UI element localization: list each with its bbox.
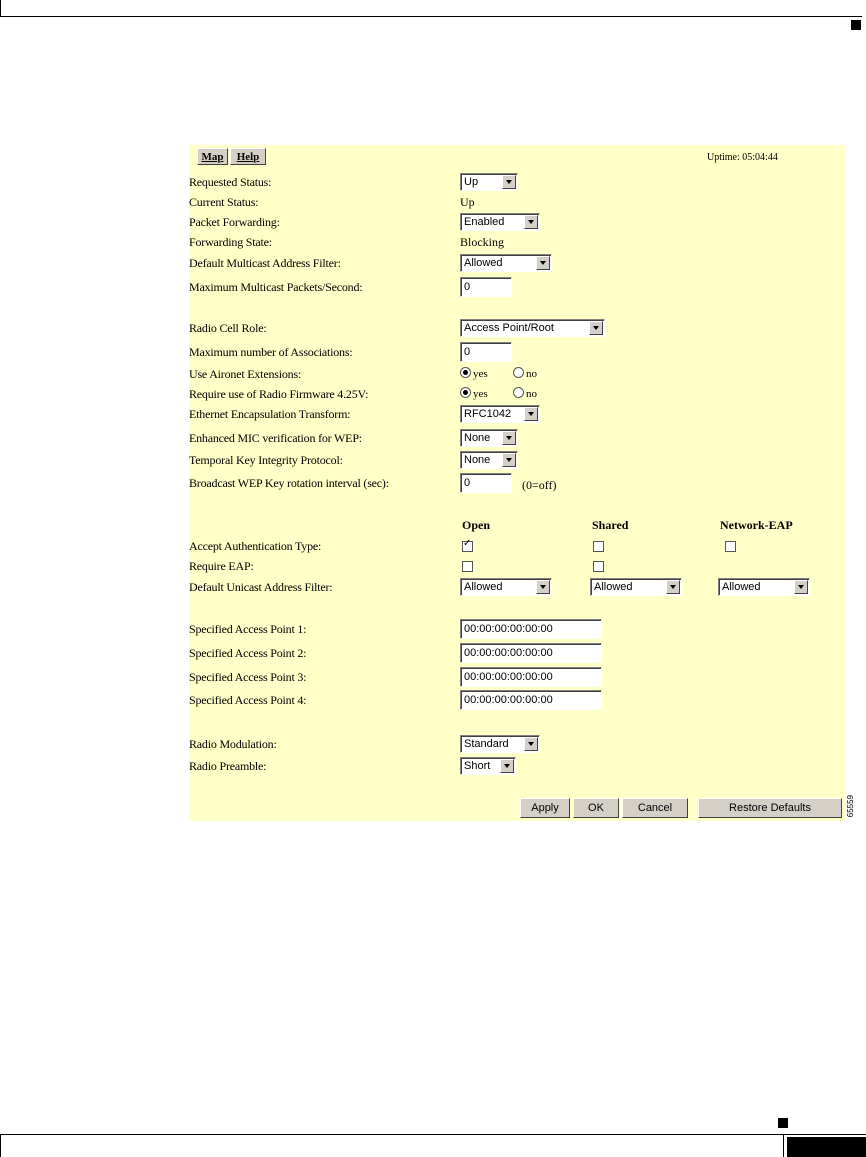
- unicast-filter-row: [189, 577, 845, 597]
- tkip-value: None: [464, 454, 491, 466]
- require-eap-shared-checkbox[interactable]: [593, 561, 604, 572]
- multicast-filter-label: Default Multicast Address Filter:: [189, 256, 341, 270]
- requested-status-value: Up: [464, 176, 479, 188]
- access-point-1-input[interactable]: 00:00:00:00:00:00: [460, 619, 602, 639]
- wep-rotation-input[interactable]: 0: [460, 473, 512, 493]
- radio-modulation-select[interactable]: [460, 735, 540, 753]
- ethernet-encap-label: Ethernet Encapsulation Transform:: [189, 407, 351, 421]
- radio-firmware-label: Require use of Radio Firmware 4.25V:: [189, 387, 369, 401]
- access-point-row: [189, 619, 845, 639]
- page-corner-mark: [851, 20, 861, 30]
- max-multicast-input[interactable]: 0: [460, 277, 512, 297]
- firmware-no-radio[interactable]: [513, 384, 537, 404]
- access-point-row: [189, 667, 845, 687]
- firmware-no-label: no: [526, 388, 537, 400]
- radio-cell-role-label: Radio Cell Role:: [189, 321, 267, 335]
- packet-forwarding-value: Enabled: [464, 216, 505, 228]
- radio-preamble-select[interactable]: [460, 757, 516, 775]
- aironet-extensions-row: [189, 364, 845, 384]
- access-point-2-input[interactable]: 00:00:00:00:00:00: [460, 643, 602, 663]
- page-border-tick: [0, 0, 1, 17]
- radio-selected-icon: [460, 367, 471, 378]
- radio-cell-role-value: Access Point/Root: [464, 322, 554, 334]
- radio-selected-icon: [460, 387, 471, 398]
- cancel-button[interactable]: Cancel: [622, 798, 688, 818]
- multicast-filter-select[interactable]: [460, 254, 552, 272]
- access-point-label: Specified Access Point 1:: [189, 622, 307, 636]
- radio-modulation-row: [189, 734, 845, 754]
- chevron-down-icon: [502, 453, 516, 467]
- aironet-no-label: no: [526, 368, 537, 380]
- radio-cell-role-row: [189, 318, 845, 338]
- enhanced-mic-label: Enhanced MIC verification for WEP:: [189, 431, 362, 445]
- wep-rotation-note: (0=off): [522, 478, 557, 492]
- column-shared: Shared: [592, 518, 629, 532]
- action-buttons: [189, 798, 845, 818]
- wep-rotation-label: Broadcast WEP Key rotation interval (sec):: [189, 476, 389, 490]
- aironet-yes-label: yes: [473, 368, 488, 380]
- accept-shared-checkbox[interactable]: [593, 541, 604, 552]
- ethernet-encap-value: RFC1042: [464, 408, 512, 420]
- current-status-value: Up: [460, 195, 475, 209]
- radio-modulation-value: Standard: [464, 738, 509, 750]
- forwarding-state-label: Forwarding State:: [189, 235, 272, 249]
- radio-unselected-icon: [513, 367, 524, 378]
- enhanced-mic-row: [189, 428, 845, 448]
- requested-status-label: Requested Status:: [189, 175, 272, 189]
- firmware-yes-label: yes: [473, 388, 488, 400]
- chevron-down-icon: [524, 737, 538, 751]
- radio-preamble-value: Short: [464, 760, 491, 772]
- access-point-label: Specified Access Point 2:: [189, 646, 307, 660]
- restore-defaults-button[interactable]: Restore Defaults: [698, 798, 842, 818]
- unicast-network-eap-select[interactable]: [718, 578, 810, 596]
- ap-settings-panel: [189, 145, 845, 821]
- map-button[interactable]: Map: [197, 148, 228, 165]
- chevron-down-icon: [524, 407, 538, 421]
- max-multicast-row: [189, 277, 845, 297]
- current-status-row: [189, 192, 845, 212]
- aironet-no-radio[interactable]: [513, 364, 537, 384]
- accept-auth-row: [189, 536, 845, 556]
- enhanced-mic-select[interactable]: [460, 429, 518, 447]
- page-footer-rule: [0, 1134, 866, 1135]
- chevron-down-icon: [589, 321, 603, 335]
- chevron-down-icon: [536, 256, 550, 270]
- accept-auth-label: Accept Authentication Type:: [189, 539, 322, 553]
- radio-preamble-row: [189, 756, 845, 776]
- unicast-open-value: Allowed: [464, 581, 503, 593]
- chevron-down-icon: [502, 431, 516, 445]
- multicast-filter-value: Allowed: [464, 257, 503, 269]
- radio-modulation-label: Radio Modulation:: [189, 737, 277, 751]
- figure-number: 65559: [846, 795, 855, 818]
- accept-network-eap-checkbox[interactable]: [725, 541, 736, 552]
- chevron-down-icon: [536, 580, 550, 594]
- max-associations-input[interactable]: 0: [460, 342, 512, 362]
- access-point-3-input[interactable]: 00:00:00:00:00:00: [460, 667, 602, 687]
- accept-open-checkbox[interactable]: [462, 541, 473, 552]
- aironet-yes-radio[interactable]: [460, 364, 488, 384]
- chevron-down-icon: [666, 580, 680, 594]
- multicast-filter-row: [189, 253, 845, 273]
- chevron-down-icon: [794, 580, 808, 594]
- tkip-row: [189, 450, 845, 470]
- column-open: Open: [462, 518, 491, 532]
- wep-rotation-row: [189, 473, 845, 493]
- max-multicast-label: Maximum Multicast Packets/Second:: [189, 280, 363, 294]
- chevron-down-icon: [502, 175, 516, 189]
- forwarding-state-row: [189, 232, 845, 252]
- aironet-extensions-label: Use Aironet Extensions:: [189, 367, 302, 381]
- unicast-network-eap-value: Allowed: [722, 581, 761, 593]
- unicast-filter-label: Default Unicast Address Filter:: [189, 580, 333, 594]
- requested-status-row: [189, 172, 845, 192]
- unicast-shared-value: Allowed: [594, 581, 633, 593]
- require-eap-label: Require EAP:: [189, 559, 254, 573]
- auth-column-headers: [189, 515, 845, 535]
- radio-firmware-row: [189, 384, 845, 404]
- unicast-open-select[interactable]: [460, 578, 552, 596]
- page-number-tab: [787, 1137, 866, 1157]
- page-header-rule: [0, 16, 862, 17]
- max-associations-row: [189, 342, 845, 362]
- access-point-row: [189, 690, 845, 710]
- ethernet-encap-row: [189, 404, 845, 424]
- packet-forwarding-select[interactable]: [460, 213, 540, 231]
- chevron-down-icon: [500, 759, 514, 773]
- page-border-tick: [0, 1134, 1, 1157]
- help-button[interactable]: Help: [230, 148, 266, 165]
- packet-forwarding-row: [189, 212, 845, 232]
- radio-cell-role-select[interactable]: [460, 319, 605, 337]
- radio-preamble-label: Radio Preamble:: [189, 759, 267, 773]
- forwarding-state-value: Blocking: [460, 235, 504, 249]
- tkip-select[interactable]: [460, 451, 518, 469]
- uptime-display: Uptime: 05:04:44: [707, 152, 778, 163]
- requested-status-select[interactable]: [460, 173, 518, 191]
- apply-button[interactable]: Apply: [520, 798, 570, 818]
- ethernet-encap-select[interactable]: [460, 405, 540, 423]
- access-point-label: Specified Access Point 4:: [189, 693, 307, 707]
- enhanced-mic-value: None: [464, 432, 491, 444]
- column-network-eap: Network-EAP: [720, 518, 793, 532]
- unicast-shared-select[interactable]: [590, 578, 682, 596]
- firmware-yes-radio[interactable]: [460, 384, 488, 404]
- access-point-label: Specified Access Point 3:: [189, 670, 307, 684]
- packet-forwarding-label: Packet Forwarding:: [189, 215, 280, 229]
- require-eap-open-checkbox[interactable]: [462, 561, 473, 572]
- ok-button[interactable]: OK: [573, 798, 619, 818]
- page-corner-mark: [778, 1118, 788, 1128]
- chevron-down-icon: [524, 215, 538, 229]
- access-point-4-input[interactable]: 00:00:00:00:00:00: [460, 690, 602, 710]
- radio-unselected-icon: [513, 387, 524, 398]
- access-point-row: [189, 643, 845, 663]
- tkip-label: Temporal Key Integrity Protocol:: [189, 453, 343, 467]
- current-status-label: Current Status:: [189, 195, 259, 209]
- require-eap-row: [189, 556, 845, 576]
- max-associations-label: Maximum number of Associations:: [189, 345, 353, 359]
- page-border-tick: [783, 1134, 784, 1157]
